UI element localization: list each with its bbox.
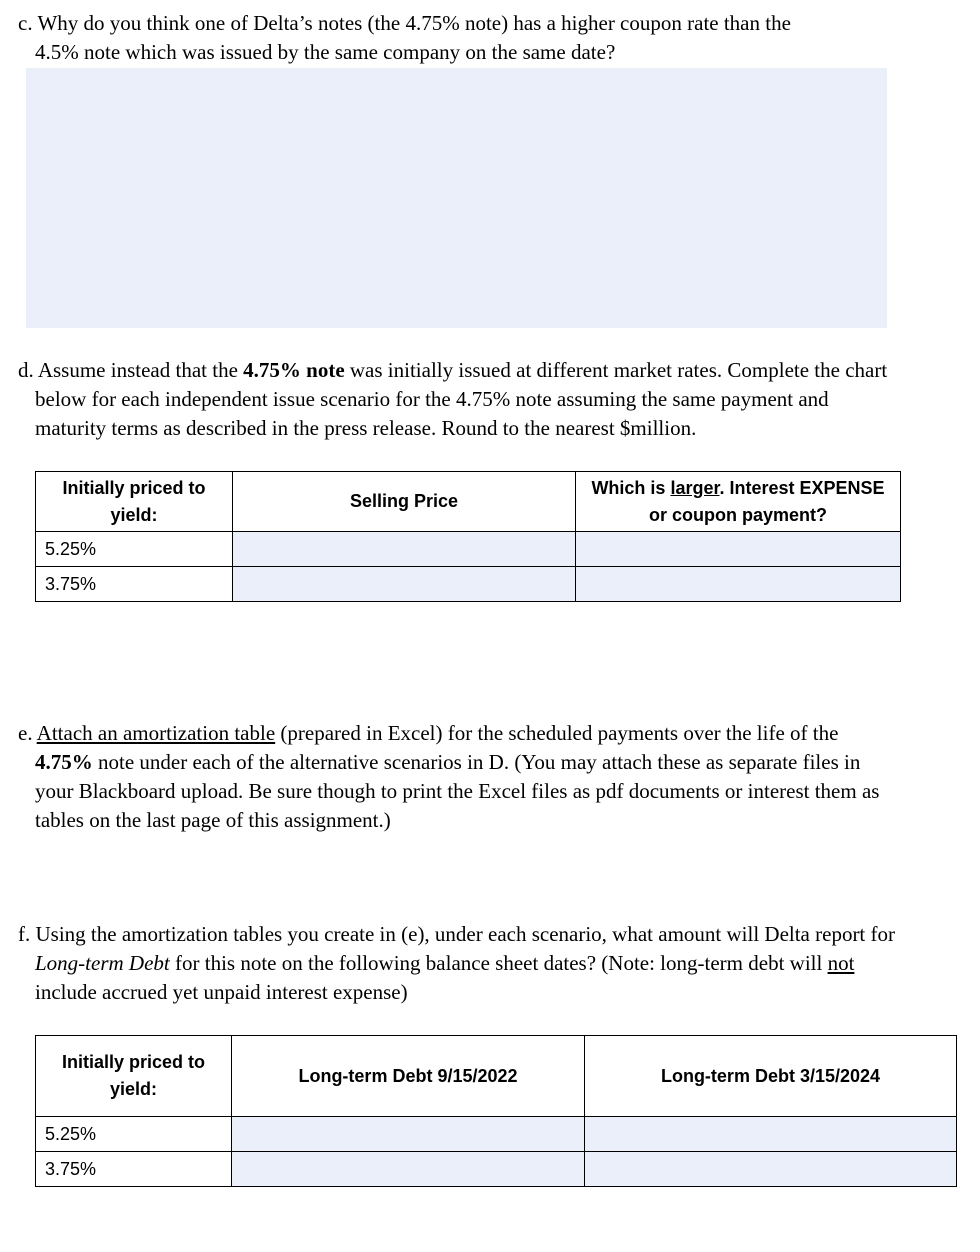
question-e-prefix: e. xyxy=(18,721,37,745)
question-d-bold: 4.75% note xyxy=(243,358,345,382)
answer-box-c[interactable] xyxy=(26,68,887,328)
table-d-row2-selling-price-cell[interactable] xyxy=(233,567,576,602)
table-d-header-larger-underlined: larger xyxy=(670,477,720,498)
table-row xyxy=(36,567,901,602)
question-c-text xyxy=(18,9,898,67)
question-f-mid: for this note on the following balance sheet dates? (Note: long-term debt will xyxy=(169,951,828,975)
question-d-text xyxy=(18,356,898,443)
question-d-pre: d. Assume instead that the xyxy=(18,358,244,382)
table-f-header-yield: Initially priced to yield: xyxy=(36,1036,232,1117)
question-f-text xyxy=(18,920,898,1007)
table-f-row2-yield: 3.75% xyxy=(36,1152,232,1187)
question-c xyxy=(18,9,898,67)
question-e xyxy=(18,719,898,835)
table-f-row2-ltd-2022-cell[interactable] xyxy=(232,1152,585,1187)
table-d xyxy=(35,471,901,602)
question-f-pre: f. Using the amortization tables you create in (e), under each scenario, what amount will Delta report for xyxy=(18,922,896,946)
table-f-row1-ltd-2022-cell[interactable] xyxy=(232,1117,585,1152)
table-d-header-row xyxy=(36,472,901,532)
question-e-underlined: Attach an amortization table xyxy=(36,721,276,745)
question-e-mid: (prepared in Excel) for the scheduled payments over the life of the xyxy=(275,721,839,745)
question-f-italic: Long-term Debt xyxy=(35,951,170,975)
question-e-bold: 4.75% xyxy=(35,750,93,774)
table-d-header-larger-pre: Which is xyxy=(591,477,671,498)
question-c-line1: c. Why do you think one of Delta’s notes (the 4.75% note) has a higher coupon rate than the xyxy=(18,11,791,35)
table-d-row1-larger-cell[interactable] xyxy=(576,532,901,567)
table-d-header-selling-price: Selling Price xyxy=(233,472,576,532)
question-f xyxy=(18,920,898,1007)
table-d-header-larger xyxy=(576,472,901,532)
table-row xyxy=(36,532,901,567)
table-f-header-ltd-2022: Long-term Debt 9/15/2022 xyxy=(232,1036,585,1117)
table-f-row2-ltd-2024-cell[interactable] xyxy=(585,1152,957,1187)
table-d-header-larger-post: . Interest EXPENSE or coupon payment? xyxy=(648,477,885,525)
question-e-post: note under each of the alternative scenarios in D. (You may attach these as separate files in your Blackboard upload. Be sure though to print the Excel files as pdf documents or interest them as tables on the last page of this assignment.) xyxy=(35,750,880,832)
table-d-row2-larger-cell[interactable] xyxy=(576,567,901,602)
table-row xyxy=(36,1117,957,1152)
table-f xyxy=(35,1035,957,1187)
question-f-post: include accrued yet unpaid interest expense) xyxy=(35,980,408,1004)
table-f-header-ltd-2024: Long-term Debt 3/15/2024 xyxy=(585,1036,957,1117)
question-d-post: was initially issued at different market rates. Complete the chart below for each independent issue scenario for the 4.75% note assuming the same payment and maturity terms as described in the press release. Round to the nearest $million. xyxy=(35,358,888,440)
table-f-header-row xyxy=(36,1036,957,1117)
table-f-row1-yield: 5.25% xyxy=(36,1117,232,1152)
question-f-underlined: not xyxy=(827,951,855,975)
table-f-row1-ltd-2024-cell[interactable] xyxy=(585,1117,957,1152)
question-c-line2: 4.5% note which was issued by the same company on the same date? xyxy=(35,40,616,64)
question-d xyxy=(18,356,898,443)
table-d-row1-selling-price-cell[interactable] xyxy=(233,532,576,567)
table-d-header-yield: Initially priced to yield: xyxy=(36,472,233,532)
question-e-text xyxy=(18,719,898,835)
table-row xyxy=(36,1152,957,1187)
table-d-row2-yield: 3.75% xyxy=(36,567,233,602)
table-d-row1-yield: 5.25% xyxy=(36,532,233,567)
